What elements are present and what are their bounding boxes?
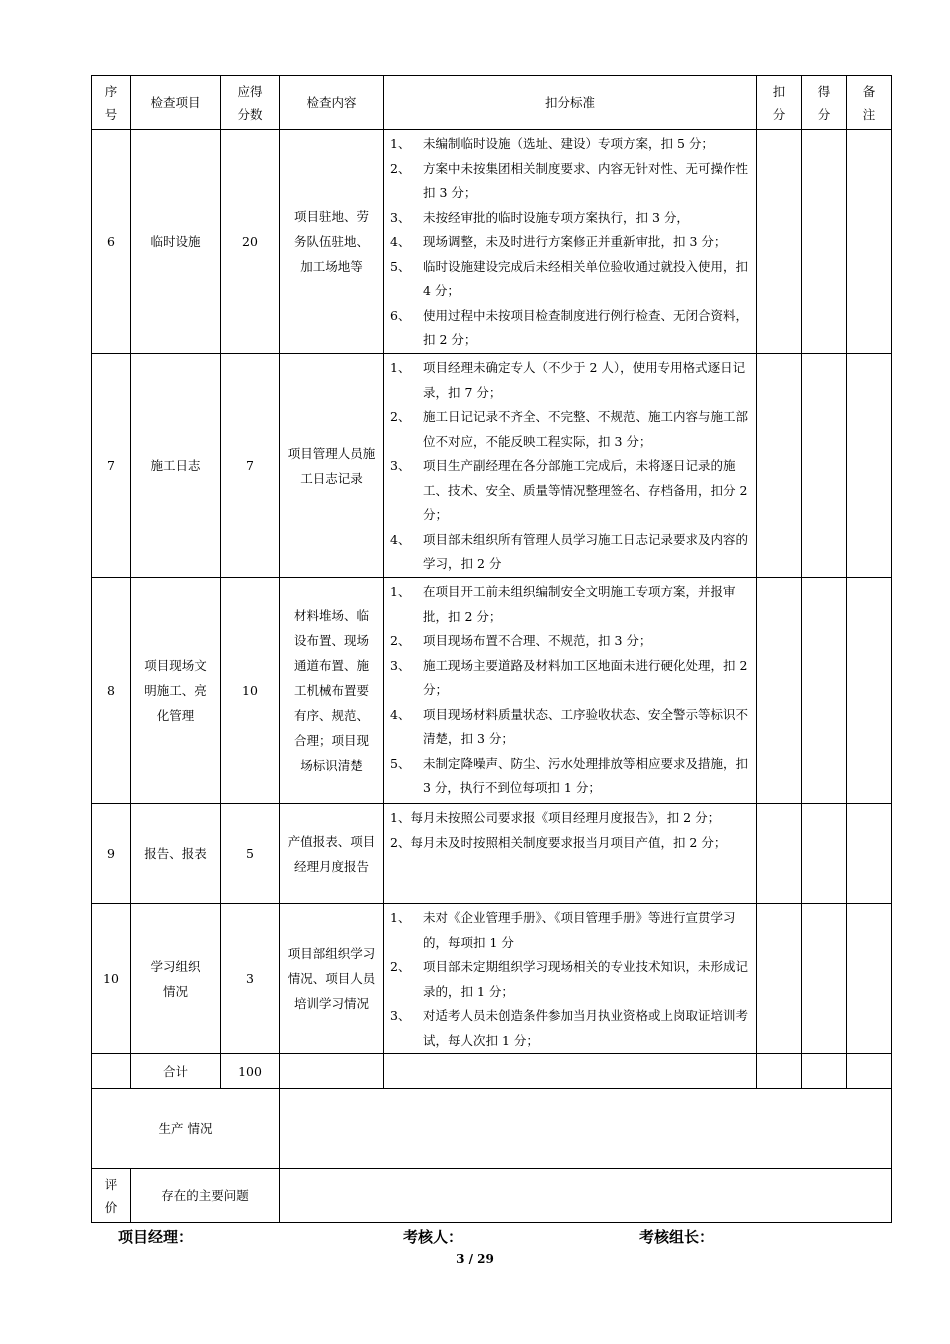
remark-cell — [847, 354, 892, 578]
item-cell: 临时设施 — [131, 130, 221, 354]
inspection-table — [91, 75, 892, 1223]
content-cell: 材料堆场、临设布置、现场通道布置、施工机械布置要有序、规范、合理；项目现场标识清楚 — [280, 578, 384, 804]
criterion: 1、 未对《企业管理手册》、《项目管理手册》等进行宣贯学习的，每项扣 1 分 — [390, 910, 736, 950]
total-remark-cell — [847, 1054, 892, 1089]
score-cell: 10 — [221, 578, 280, 804]
leader-signature-label: 考核组长： — [639, 1228, 715, 1246]
header-seq: 序号 — [92, 76, 131, 130]
total-score: 100 — [221, 1054, 280, 1089]
criterion: 1、 项目经理未确定专人（不少于 2 人），使用专用格式逐日记录，扣 7 分； — [390, 360, 746, 400]
criterion: 3、 项目生产副经理在各分部施工完成后，未将逐日记录的施工、技术、安全、质量等情况整理签名、存档备用，扣分 2 分； — [390, 458, 748, 522]
content-cell: 项目驻地、劳务队伍驻地、加工场地等 — [280, 130, 384, 354]
remark-cell — [847, 804, 892, 904]
criterion: 2、 项目现场布置不合理、不规范，扣 3 分； — [390, 633, 652, 648]
deduct-cell — [757, 904, 802, 1054]
deduct-cell — [757, 804, 802, 904]
total-content-cell — [280, 1054, 384, 1089]
remark-cell — [847, 904, 892, 1054]
score-cell: 5 — [221, 804, 280, 904]
criterion: 4、 项目部未组织所有管理人员学习施工日志记录要求及内容的学习，扣 2 分 — [390, 531, 749, 571]
seq-cell: 9 — [92, 804, 131, 904]
row-item-9 — [92, 804, 892, 904]
criteria-cell — [384, 904, 757, 1054]
gain-cell — [802, 578, 847, 804]
criterion: 2、 每月未及时按照相关制度要求报当月项目产值，扣 2 分； — [390, 834, 727, 850]
criterion: 2、 方案中未按集团相关制度要求、内容无针对性、无可操作性扣 3 分； — [390, 160, 749, 200]
seq-cell: 6 — [92, 130, 131, 354]
criterion: 1、 未编制临时设施（选址、建设）专项方案，扣 5 分； — [390, 136, 714, 151]
criterion: 1、 在项目开工前未组织编制安全文明施工专项方案，并报审批，扣 2 分； — [390, 584, 736, 624]
score-cell: 20 — [221, 130, 280, 354]
row-item-7 — [92, 354, 892, 578]
criterion: 2、 项目部未定期组织学习现场相关的专业技术知识，未形成记录的，扣 1 分； — [390, 959, 749, 999]
total-gain-cell — [802, 1054, 847, 1089]
criteria-cell — [384, 804, 757, 904]
header-criteria: 扣分标准 — [384, 76, 757, 130]
score-cell: 3 — [221, 904, 280, 1054]
evaluation-label: 评价 — [92, 1169, 131, 1223]
total-seq-cell — [92, 1054, 131, 1089]
criterion: 3、 施工现场主要道路及材料加工区地面未进行硬化处理，扣 2 分； — [390, 657, 748, 697]
seq-cell: 10 — [92, 904, 131, 1054]
gain-cell — [802, 130, 847, 354]
production-value — [280, 1089, 892, 1169]
criterion: 3、 未按经审批的临时设施专项方案执行，扣 3 分， — [390, 209, 689, 225]
gain-cell — [802, 354, 847, 578]
page-number: 3 / 29 — [456, 1252, 494, 1266]
seq-cell: 7 — [92, 354, 131, 578]
criterion: 1、 每月未按照公司要求报《项目经理月度报告》，扣 2 分； — [390, 810, 721, 825]
seq-cell: 8 — [92, 578, 131, 804]
deduct-cell — [757, 578, 802, 804]
content-cell: 产值报表、项目经理月度报告 — [280, 804, 384, 904]
criterion: 6、 使用过程中未按项目检查制度进行例行检查、无闭合资料，扣 2 分； — [390, 307, 749, 347]
deduct-cell — [757, 354, 802, 578]
content-cell: 项目管理人员施工日志记录 — [280, 354, 384, 578]
criterion: 4、 项目现场材料质量状态、工序验收状态、安全警示等标识不清楚，扣 3 分； — [390, 706, 749, 746]
production-row — [92, 1089, 892, 1169]
criterion: 3、 对适考人员未创造条件参加当月执业资格或上岗取证培训考试，每人次扣 1 分； — [390, 1008, 749, 1048]
assessor-signature-label: 考核人： — [403, 1228, 464, 1246]
header-content: 检查内容 — [280, 76, 384, 130]
item-cell: 学习组织情况 — [131, 904, 221, 1054]
header-item: 检查项目 — [131, 76, 221, 130]
main-issues-label: 存在的主要问题 — [131, 1169, 280, 1223]
total-row — [92, 1054, 892, 1089]
criterion: 5、 临时设施建设完成后未经相关单位验收通过就投入使用，扣 4 分； — [390, 258, 749, 298]
production-label: 生产 情况 — [92, 1089, 280, 1169]
header-remark: 备注 — [847, 76, 892, 130]
remark-cell — [847, 578, 892, 804]
gain-cell — [802, 804, 847, 904]
item-cell: 项目现场文明施工、亮化管理 — [131, 578, 221, 804]
score-cell: 7 — [221, 354, 280, 578]
criteria-cell — [384, 130, 757, 354]
evaluation-row — [92, 1169, 892, 1223]
criterion: 5、 未制定降噪声、防尘、污水处理排放等相应要求及措施，扣 3 分，执行不到位每项扣 1 分； — [390, 755, 749, 795]
criterion: 2、 施工日记记录不齐全、不完整、不规范、施工内容与施工部位不对应，不能反映工程实际，扣 3 分； — [390, 409, 749, 449]
header-score: 应得分数 — [221, 76, 280, 130]
row-item-10 — [92, 904, 892, 1054]
criterion: 4、 现场调整，未及时进行方案修正并重新审批，扣 3 分； — [390, 234, 727, 249]
remark-cell — [847, 130, 892, 354]
inspection-sheet — [91, 75, 891, 1223]
item-cell: 施工日志 — [131, 354, 221, 578]
gain-cell — [802, 904, 847, 1054]
criteria-cell — [384, 578, 757, 804]
header-gain: 得分 — [802, 76, 847, 130]
main-issues-value — [280, 1169, 892, 1223]
content-cell: 项目部组织学习情况、项目人员培训学习情况 — [280, 904, 384, 1054]
criteria-cell — [384, 354, 757, 578]
total-label: 合计 — [131, 1054, 221, 1089]
total-criteria-cell — [384, 1054, 757, 1089]
header-row — [92, 76, 892, 130]
row-item-8 — [92, 578, 892, 804]
row-item-6 — [92, 130, 892, 354]
item-cell: 报告、报表 — [131, 804, 221, 904]
total-deduct-cell — [757, 1054, 802, 1089]
pm-signature-label: 项目经理： — [118, 1228, 194, 1246]
header-deduct: 扣分 — [757, 76, 802, 130]
deduct-cell — [757, 130, 802, 354]
